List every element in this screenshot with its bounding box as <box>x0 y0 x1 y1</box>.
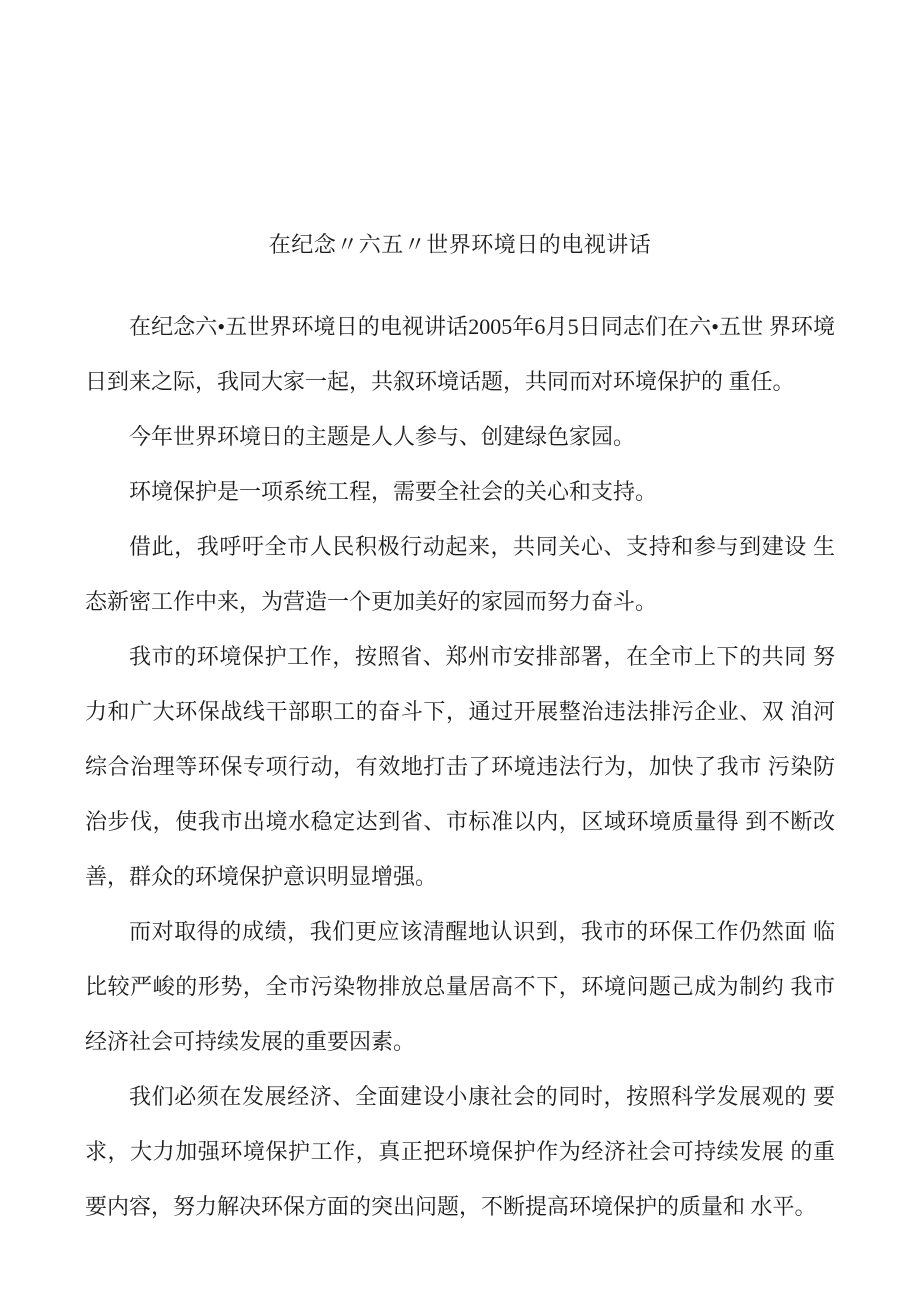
paragraph-challenges: 而对取得的成绩，我们更应该清醒地认识到，我市的环保工作仍然面 临比较严峻的形势，全市污染物排放总量居高不下，环境问题己成为制约 我市经济社会可持续发展的重要因素。 <box>85 919 835 1054</box>
paragraph-requirements: 我们必须在发展经济、全面建设小康社会的同时，按照科学发展观的 要求，大力加强环境保护工作，真正把环境保护作为经济社会可持续发展 的重要内容，努力解决环保方面的突出问题，不断提高环境保护的质量和 水平。 <box>85 1084 835 1219</box>
paragraph-achievements: 我市的环境保护工作，按照省、郑州市安排部署，在全市上下的共同 努力和广大环保战线干部职工的奋斗下，通过开展整治违法排污企业、双 洎河综合治理等环保专项行动，有效地打击了环境违法行为，加快了我市 污染防治步伐，使我市出境水稳定达到省、市标准以内，区域环境质量得 到不断改善，群众的环境保护意识明显增强。 <box>85 644 835 889</box>
paragraph-system-project: 环境保护是一项系统工程，需要全社会的关心和支持。 <box>129 479 658 504</box>
paragraph-intro: 在纪念六•五世界环境日的电视讲话2005年6月5日同志们在六•五世 界环境日到来之际，我同大家一起，共叙环境话题，共同而对环境保护的 重任。 <box>85 314 835 394</box>
page-title: 在纪念〃六五〃世界环境日的电视讲话 <box>268 232 652 257</box>
paragraph-theme: 今年世界环境日的主题是人人参与、创建绿色家园。 <box>129 424 636 449</box>
paragraph-appeal: 借此，我呼吁全市人民积极行动起来，共同关心、支持和参与到建设 生态新密工作中来，为营造一个更加美好的家园而努力奋斗。 <box>85 534 835 614</box>
document-content <box>85 230 835 1234</box>
